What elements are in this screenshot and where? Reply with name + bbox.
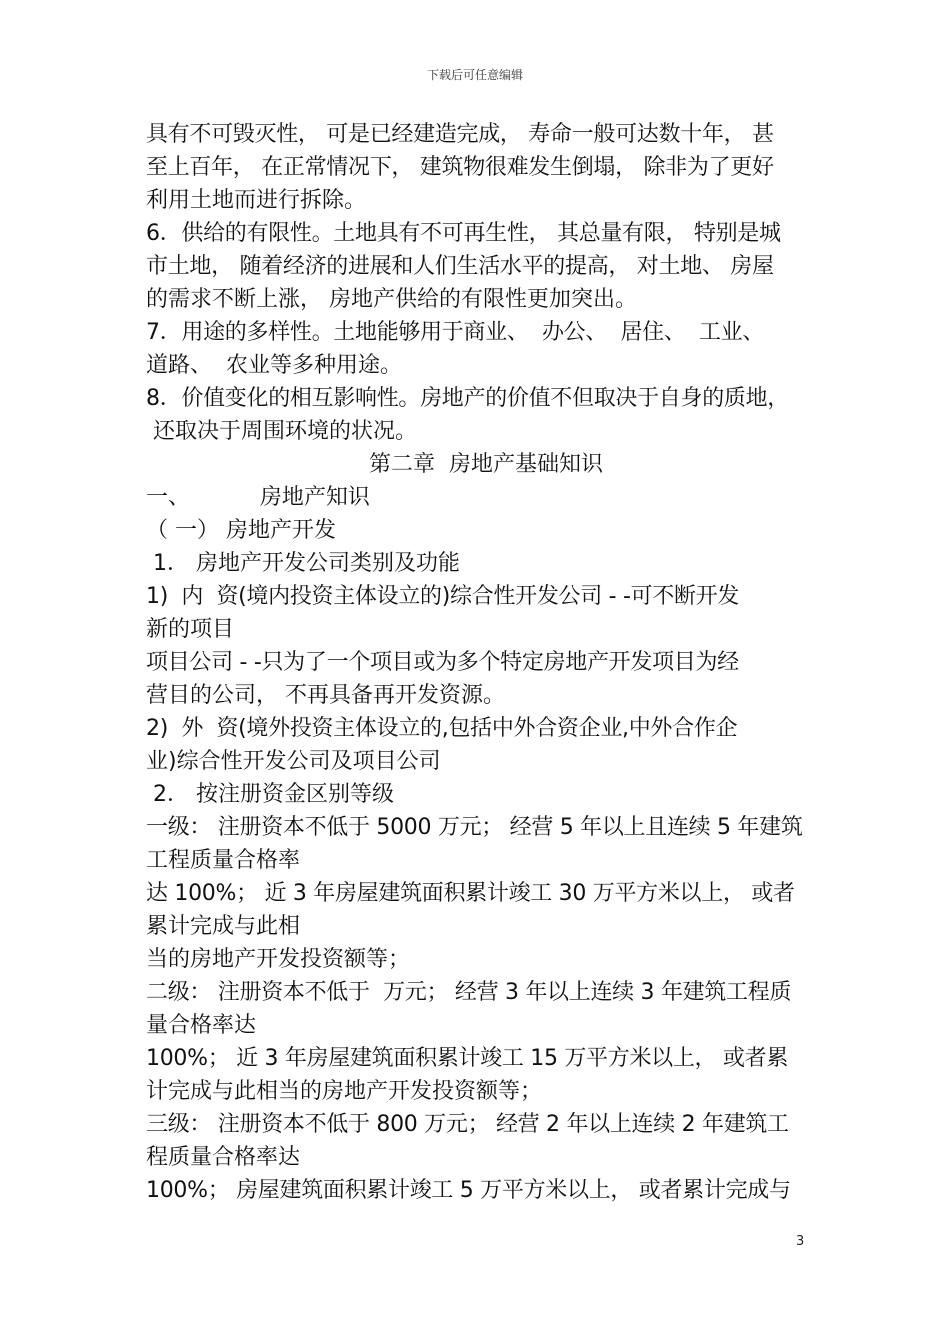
subsection-heading: （ 一） 房地产开发: [146, 518, 336, 543]
body-line: 利用土地而进行拆除。: [146, 188, 367, 213]
body-line: 1) 内 资(境内投资主体设立的)综合性开发公司 - -可不断开发: [146, 584, 740, 609]
item-heading: 1． 房地产开发公司类别及功能: [146, 551, 460, 576]
body-line: 7．用途的多样性。土地能够用于商业、 办公、 居住、 工业、: [146, 320, 765, 345]
body-line: 6．供给的有限性。土地具有不可再生性， 其总量有限， 特别是城: [146, 221, 781, 246]
body-line: 100%； 房屋建筑面积累计竣工 5 万平方米以上， 或者累计完成与: [146, 1178, 791, 1203]
body-line: 项目公司 - -只为了一个项目或为多个特定房地产开发项目为经: [146, 650, 739, 675]
body-line: 100%； 近 3 年房屋建筑面积累计竣工 15 万平方米以上， 或者累: [146, 1046, 789, 1071]
body-line: 三级： 注册资本不低于 800 万元； 经营 2 年以上连续 2 年建筑工: [146, 1112, 789, 1137]
document-body: [146, 118, 816, 1207]
body-line: 二级： 注册资本不低于 万元； 经营 3 年以上连续 3 年建筑工程质: [146, 980, 792, 1005]
page-header: 下载后可任意编辑: [426, 68, 523, 82]
body-line: 业)综合性开发公司及项目公司: [146, 749, 441, 774]
body-line: 8．价值变化的相互影响性。房地产的价值不但取决于自身的质地，: [146, 386, 789, 411]
body-line: 营目的公司， 不再具备再开发资源。: [146, 683, 505, 708]
body-line: 道路、 农业等多种用途。: [146, 353, 402, 378]
body-line: 市土地， 随着经济的进展和人们生活水平的提高， 对土地、 房屋: [146, 254, 774, 279]
body-line: 至上百年， 在正常情况下， 建筑物很难发生倒塌， 除非为了更好: [146, 155, 774, 180]
body-line: 计完成与此相当的房地产开发投资额等；: [146, 1079, 543, 1104]
body-line: 工程质量合格率: [146, 848, 301, 873]
page-number: 3: [796, 1234, 805, 1249]
body-line: 量合格率达: [146, 1013, 257, 1038]
body-line: 累计完成与此相: [146, 914, 301, 939]
body-line: 的需求不断上涨， 房地产供给的有限性更加突出。: [146, 287, 637, 312]
body-line: 达 100%； 近 3 年房屋建筑面积累计竣工 30 万平方米以上， 或者: [146, 881, 795, 906]
body-line: 程质量合格率达: [146, 1145, 301, 1170]
section-heading: 一、 房地产知识: [146, 485, 370, 510]
body-line: 新的项目: [146, 617, 235, 642]
body-line: 2) 外 资(境外投资主体设立的,包括中外合资企业,中外合作企: [146, 716, 738, 741]
body-line: 当的房地产开发投资额等；: [146, 947, 411, 972]
item-heading: 2． 按注册资金区别等级: [146, 782, 394, 807]
body-line: 一级： 注册资本不低于 5000 万元； 经营 5 年以上且连续 5 年建筑: [146, 815, 803, 840]
chapter-title: 第二章 房地产基础知识: [369, 452, 603, 477]
body-line: 还取决于周围环境的状况。: [146, 419, 417, 444]
body-line: 具有不可毁灭性， 可是已经建造完成， 寿命一般可达数十年， 甚: [146, 122, 774, 147]
